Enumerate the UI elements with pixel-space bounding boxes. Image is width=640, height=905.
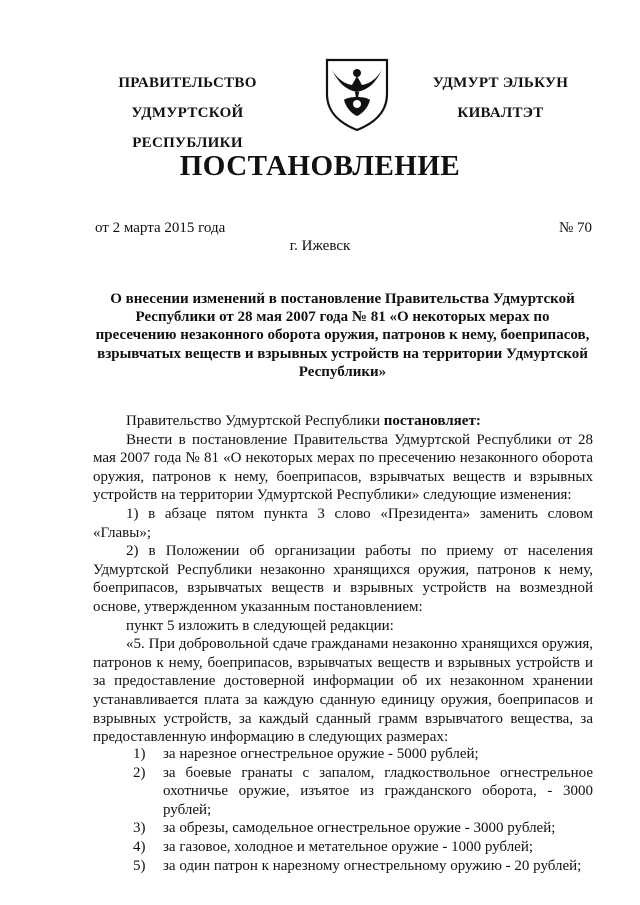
header-left-line2: УДМУРТСКОЙ РЕСПУБЛИКИ [131,105,244,151]
document-number: № 70 [559,220,593,236]
body-paragraph-1: Внести в постановление Правительства Удмуртской Республики от 28 мая 2007 года № 81 «О некоторых мерах по пресечению незаконного оборота оружия, патронов к нему, боеприпасов, взрывчатых веществ и взрывных устройств на территории Удмуртской Республики» следующие изменения: [93,431,593,504]
list-item-number: 3) [133,820,146,837]
list-item [93,857,593,876]
header-right-line1: УДМУРТ ЭЛЬКУН [432,75,569,91]
document-body [93,412,593,747]
list-item-number: 5) [133,857,146,874]
header-right-line2: КИВАЛТЭТ [457,105,544,121]
list-item [93,819,593,838]
header-right [418,68,583,128]
udmurt-coat-of-arms-icon [322,56,392,132]
list-item-number: 4) [133,838,146,855]
payment-list [93,745,593,875]
list-item-number: 1) [133,746,146,762]
list-item [93,838,593,857]
document-subject: О внесении изменений в постановление Правительства Удмуртской Республики от 28 мая 2007 года № 81 «О некоторых мерах по пресечению незаконного оборота оружия, патронов к нему, боеприпасов, взрывчатых веществ и взрывных устройств на территории Удмуртской Республики» [95,291,590,380]
header-left [80,68,295,158]
body-intro [93,412,593,431]
list-item-number: 2) [133,764,146,781]
header-left-line1: ПРАВИТЕЛЬСТВО [118,75,257,91]
list-item-text: за один патрон к нарезному огнестрельному оружию - 20 рублей; [163,857,582,874]
document-city: г. Ижевск [289,238,351,254]
body-paragraph-5: «5. При добровольной сдаче гражданами незаконно хранящихся оружия, патронов к нему, боеприпасов, взрывчатых веществ и взрывных устройств и за предоставление достоверной информации об их незаконном хранении устанавливается плата за каждую сданную единицу оружия, боеприпасов и взрывных устройств, за каждый сданный грамм взрывчатого вещества, за предоставленную информацию в следующих размерах: [93,636,593,746]
list-item [93,745,593,764]
body-paragraph-3: 2) в Положении об организации работы по приему от населения Удмуртской Республики незаконно хранящихся оружия, патронов к нему, боеприпасов, взрывчатых веществ и взрывных устройств на возмездной основе, утвержденном указанным постановлением: [93,543,593,615]
document-title: ПОСТАНОВЛЕНИЕ [179,150,461,182]
list-item-text: за газовое, холодное и метательное оружие - 1000 рублей; [163,838,534,855]
body-paragraph-2: 1) в абзаце пятом пункта 3 слово «Президента» заменить словом «Главы»; [93,505,593,541]
body-paragraph-4: пункт 5 изложить в следующей редакции: [126,617,394,634]
list-item-text: за нарезное огнестрельное оружие - 5000 рублей; [163,746,479,762]
body-intro-text: Правительство Удмуртской Республики [126,413,384,429]
list-item [93,764,593,820]
body-intro-bold: постановляет: [383,413,481,429]
list-item-text: за обрезы, самодельное огнестрельное оружие - 3000 рублей; [163,820,556,837]
document-date: от 2 марта 2015 года [95,220,226,236]
list-item-text: за боевые гранаты с запалом, гладкоствольное огнестрельное охотничье оружие, изъятое из гражданского оборота, - 3000 рублей; [163,764,593,818]
